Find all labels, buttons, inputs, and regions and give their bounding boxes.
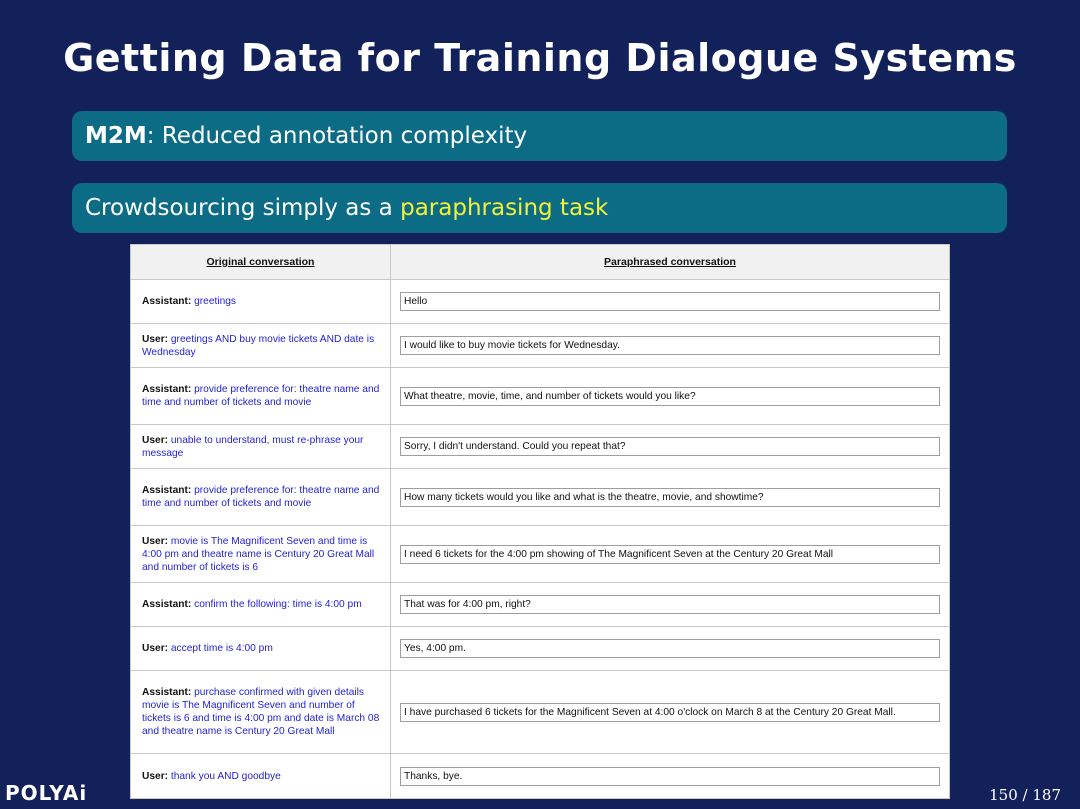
paraphrase-cell — [391, 754, 950, 799]
original-cell — [131, 368, 391, 425]
paraphrase-cell — [391, 425, 950, 469]
original-cell — [131, 280, 391, 324]
table-row — [131, 583, 950, 627]
table-header-row — [131, 245, 950, 280]
original-cell — [131, 425, 391, 469]
original-cell — [131, 526, 391, 583]
dialogue-act-annotation: thank you AND goodbye — [170, 770, 281, 782]
speaker-label: Assistant: — [142, 599, 192, 610]
dialogue-act-annotation: movie is The Magnificent Seven and time is 4:00 pm and theatre name is Century 20 Great Mall and number of tickets is 6 — [142, 535, 375, 573]
speaker-label: Assistant: — [142, 384, 192, 395]
paraphrase-cell — [391, 526, 950, 583]
speaker-label: User: — [142, 535, 169, 547]
speaker-label: User: — [142, 770, 169, 782]
paraphrase-field[interactable]: I need 6 tickets for the 4:00 pm showing of The Magnificent Seven at the Century 20 Great Mall — [400, 545, 940, 564]
speaker-label: User: — [142, 643, 169, 654]
speaker-label: User: — [142, 434, 169, 446]
original-cell — [131, 324, 391, 368]
header-paraphrased: Paraphrased conversation — [391, 245, 950, 280]
paraphrase-field[interactable]: Thanks, bye. — [400, 767, 940, 786]
dialogue-act-annotation: accept time is 4:00 pm — [170, 643, 273, 654]
table-row — [131, 627, 950, 671]
original-cell — [131, 627, 391, 671]
original-cell — [131, 469, 391, 526]
table-row — [131, 324, 950, 368]
table-row — [131, 425, 950, 469]
paraphrase-field[interactable]: Sorry, I didn't understand. Could you repeat that? — [400, 437, 940, 456]
paraphrase-cell — [391, 368, 950, 425]
dialogue-act-annotation: unable to understand, must re-phrase your message — [142, 434, 364, 459]
original-cell — [131, 754, 391, 799]
paraphrase-field[interactable]: What theatre, movie, time, and number of tickets would you like? — [400, 387, 940, 406]
paraphrase-field[interactable]: Yes, 4:00 pm. — [400, 639, 940, 658]
dialogue-act-annotation: purchase confirmed with given details movie is The Magnificent Seven and number of tickets is 6 and time is 4:00 pm and date is March 08 and theatre name is Century 20 Great Mall — [142, 687, 380, 737]
paraphrase-cell — [391, 469, 950, 526]
dialogue-act-annotation: greetings — [194, 296, 237, 307]
paraphrase-field[interactable]: I have purchased 6 tickets for the Magnificent Seven at 4:00 o'clock on March 8 at the Century 20 Great Mall. — [400, 703, 940, 722]
crowdsourcing-text: Crowdsourcing simply as a — [85, 195, 401, 221]
paraphrase-field[interactable]: That was for 4:00 pm, right? — [400, 595, 940, 614]
paraphrase-cell — [391, 324, 950, 368]
paraphrase-field[interactable]: Hello — [400, 292, 940, 311]
dialogue-act-annotation: provide preference for: theatre name and time and number of tickets and movie — [142, 485, 380, 509]
slide-title: Getting Data for Training Dialogue Systems — [63, 36, 1017, 80]
paraphrase-field[interactable]: I would like to buy movie tickets for Wednesday. — [400, 336, 940, 355]
paraphrase-cell — [391, 280, 950, 324]
table-row — [131, 671, 950, 754]
dialogue-act-annotation: provide preference for: theatre name and time and number of tickets and movie — [142, 384, 380, 408]
speaker-label: Assistant: — [142, 687, 192, 698]
conversation-body — [131, 280, 950, 799]
table-row — [131, 280, 950, 324]
table-row — [131, 469, 950, 526]
paraphrase-cell — [391, 627, 950, 671]
dialogue-act-annotation: confirm the following: time is 4:00 pm — [194, 599, 362, 610]
paraphrase-cell — [391, 583, 950, 627]
original-cell — [131, 671, 391, 754]
page-number: 150 / 187 — [989, 786, 1061, 804]
speaker-label: Assistant: — [142, 485, 192, 496]
m2m-text: : Reduced annotation complexity — [146, 123, 528, 149]
polyai-logo: POLYAi — [5, 781, 88, 805]
paraphrase-field[interactable]: How many tickets would you like and what is the theatre, movie, and showtime? — [400, 488, 940, 507]
m2m-box — [72, 111, 1007, 161]
speaker-label: Assistant: — [142, 296, 192, 307]
dialogue-act-annotation: greetings AND buy movie tickets AND date is Wednesday — [142, 333, 375, 358]
original-cell — [131, 583, 391, 627]
speaker-label: User: — [142, 333, 169, 345]
table-row — [131, 526, 950, 583]
conversation-table — [130, 244, 950, 799]
table-row — [131, 368, 950, 425]
crowdsourcing-box — [72, 183, 1007, 233]
paraphrase-cell — [391, 671, 950, 754]
crowdsourcing-highlight: paraphrasing task — [400, 195, 609, 221]
header-original: Original conversation — [131, 245, 391, 280]
table-row — [131, 754, 950, 799]
m2m-bold: M2M — [85, 123, 147, 149]
